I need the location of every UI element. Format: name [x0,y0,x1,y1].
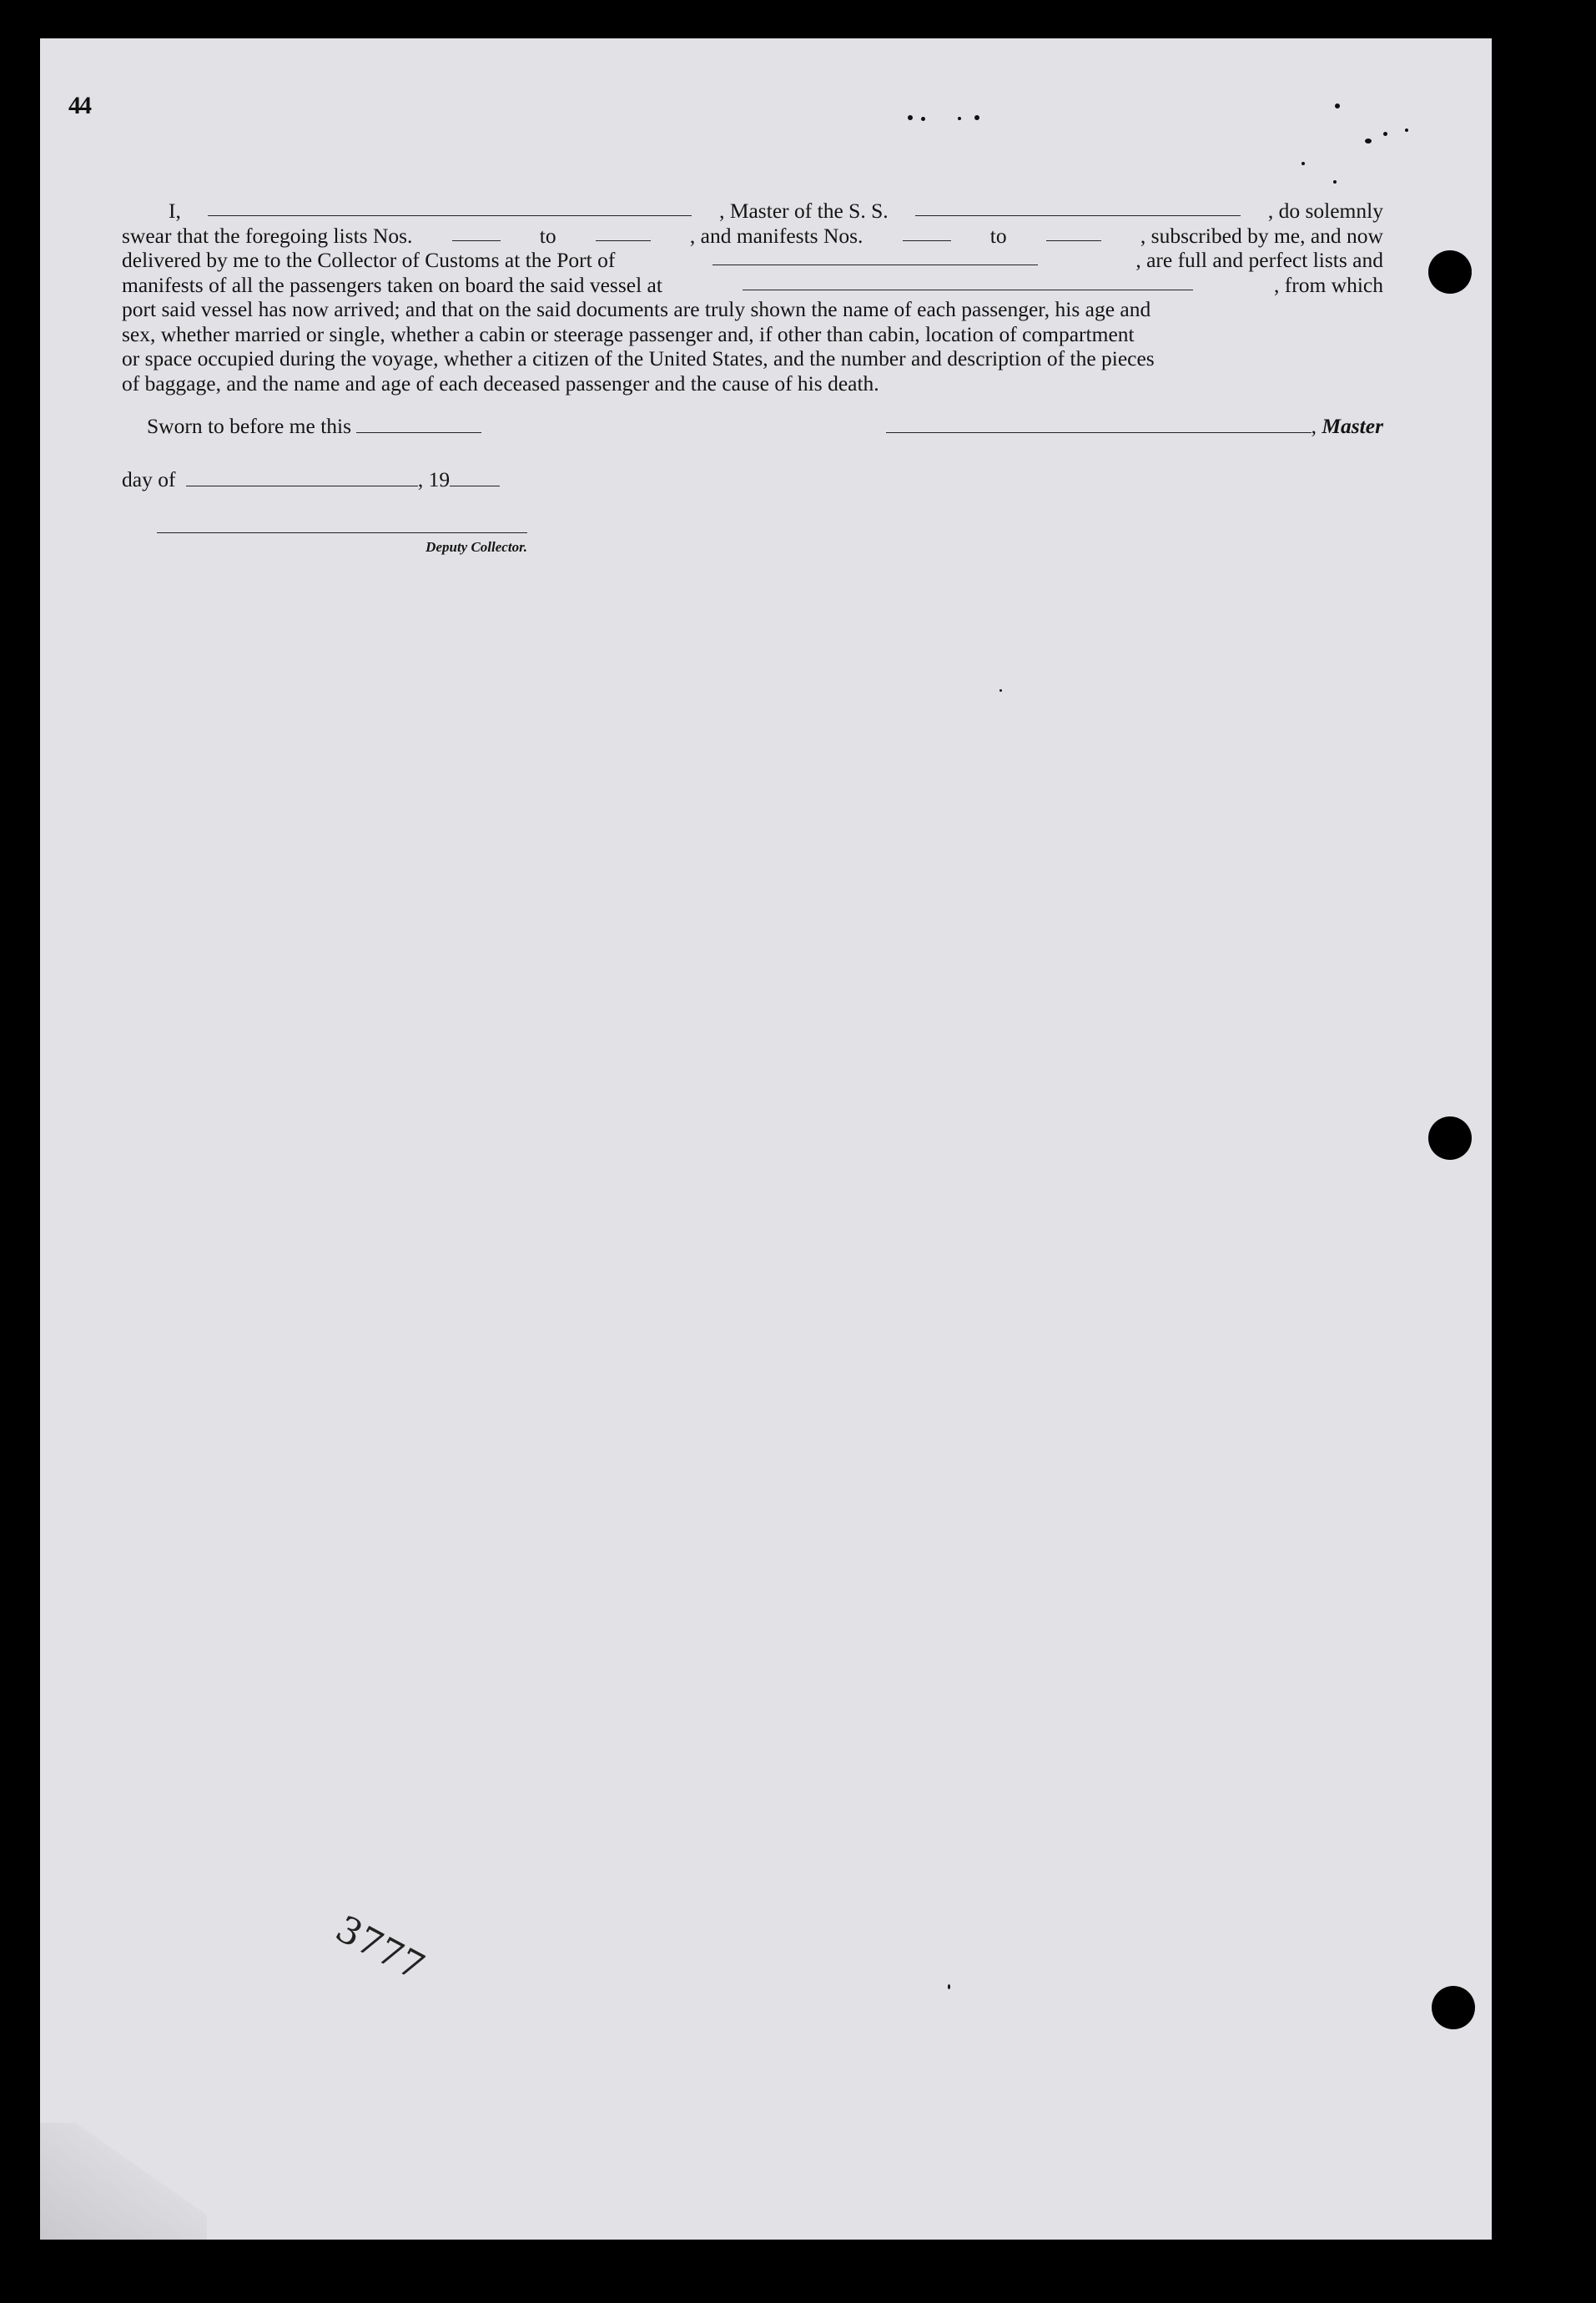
sworn-label: Sworn to before me this [147,414,352,438]
oath-text: port said vessel has now arrived; and that on the said documents are truly shown the name of each passenger, his age and [122,297,1151,321]
scan-speck [1365,139,1372,144]
scan-speck [1333,180,1337,184]
page-corner-mark: 44 [68,92,90,119]
oath-text: , from which [1273,272,1383,297]
sworn-statement [147,414,481,439]
scan-speck [1383,132,1387,136]
oath-line-5 [122,297,1383,322]
oath-text: of baggage, and the name and age of each deceased passenger and the cause of his death. [122,370,879,396]
oath-line-7 [122,346,1383,371]
signature-row [122,414,1383,447]
oath-text: , are full and perfect lists and [1135,248,1383,272]
deputy-collector-label: Deputy Collector. [425,539,527,555]
ship-name-blank [915,199,1241,216]
master-suffix: , [1311,414,1317,438]
port-blank [712,248,1038,265]
punch-hole [1428,1116,1472,1160]
oath-text: swear that the foregoing lists Nos. [122,223,413,248]
oath-text: I, [169,199,181,223]
oath-text: to [989,223,1007,248]
list-from-blank [452,224,501,241]
oath-line-4 [122,273,1383,298]
sworn-day-blank [356,416,481,433]
oath-text: delivered by me to the Collector of Customs at the Port of [122,248,616,272]
day-label: day of [122,467,176,491]
master-signature-blank [886,416,1312,433]
origin-port-blank [743,273,1193,290]
scan-speck [908,115,913,120]
scan-speck [948,1984,950,1989]
oath-text: , subscribed by me, and now [1140,223,1383,248]
scan-speck [958,117,961,120]
scan-speck [1335,103,1340,108]
manifest-from-blank [903,224,951,241]
punch-hole [1428,250,1472,294]
list-to-blank [596,224,651,241]
oath-text: to [539,223,556,248]
folded-corner [40,2123,207,2240]
oath-text: , and manifests Nos. [689,223,863,248]
manifest-to-blank [1046,224,1101,241]
master-name-blank [208,199,692,216]
handwritten-note: 3777 [329,1907,431,1989]
scan-speck [1405,129,1408,132]
oath-line-3 [122,248,1383,273]
year-prefix: , 19 [417,467,451,491]
month-blank [186,469,418,486]
oath-paragraph [122,199,1383,396]
deputy-signature-line [157,532,527,533]
oath-line-6 [122,322,1383,347]
oath-text: manifests of all the passengers taken on board the said vessel at [122,272,662,297]
oath-text: sex, whether married or single, whether a cabin or steerage passenger and, if other than cabin, location of compartment [122,321,1135,346]
scan-speck [921,117,925,121]
master-signature [886,414,1383,439]
oath-text: , Master of the S. S. [719,199,889,223]
scan-speck [1301,162,1305,165]
oath-line-1 [122,199,1383,224]
oath-line-8 [122,371,1383,396]
year-blank [450,469,500,486]
scan-speck [974,115,979,120]
scan-speck [999,689,1002,692]
oath-line-2 [122,224,1383,249]
date-row [122,467,500,492]
document-page [40,38,1492,2240]
oath-text: , do solemnly [1267,199,1383,223]
master-label: Master [1322,414,1383,438]
oath-text: or space occupied during the voyage, whether a citizen of the United States, and the number and description of the pieces [122,346,1155,370]
punch-hole [1432,1986,1475,2029]
